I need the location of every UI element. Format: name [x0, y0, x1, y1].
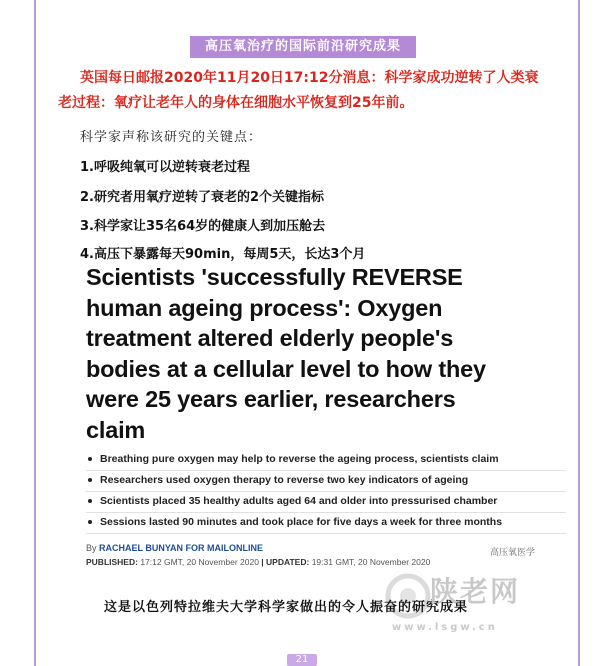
news-line-2: 老过程：氧疗让老年人的身体在细胞水平恢复到25年前。	[58, 95, 414, 111]
watermark-text: 陕老网	[430, 575, 521, 608]
list-item	[86, 492, 566, 513]
bullet-text: Scientists placed 35 healthy adults aged 64 and older into pressurised chamber	[100, 495, 498, 507]
list-item	[86, 513, 566, 534]
byline	[86, 543, 263, 553]
headline-line: treatment altered elderly people's	[86, 325, 454, 351]
updated-label: | UPDATED:	[261, 557, 310, 567]
bullet-dot-icon	[88, 478, 92, 482]
bullet-text: Researchers used oxygen therapy to reverse two key indicators of ageing	[100, 474, 469, 486]
key-points-intro: 科学家声称该研究的关键点：	[80, 130, 263, 145]
publish-info	[86, 557, 430, 567]
image-caption: 这是以色列特拉维夫大学科学家做出的令人振奋的研究成果	[104, 600, 469, 615]
bullet-dot-icon	[88, 499, 92, 503]
byline-author[interactable]: RACHAEL BUNYAN FOR MAILONLINE	[99, 543, 264, 553]
section-title: 高压氧治疗的国际前沿研究成果	[190, 36, 416, 58]
key-point: 4.高压下暴露每天90min，每周5天，长达3个月	[80, 247, 366, 262]
byline-prefix: By	[86, 543, 97, 553]
list-item	[86, 471, 566, 492]
list-item	[86, 450, 566, 471]
headline-line: human ageing process': Oxygen	[86, 294, 443, 321]
article-headline	[86, 262, 556, 445]
headline-line: bodies at a cellular level to how they	[86, 355, 486, 382]
headline-line: were 25 years earlier, researchers	[86, 386, 456, 412]
bullet-dot-icon	[88, 520, 92, 524]
news-line-1: 英国每日邮报2020年11月20日17:12分消息：科学家成功逆转了人类衰	[80, 70, 539, 86]
bullet-text: Breathing pure oxygen may help to reverse the ageing process, scientists claim	[100, 453, 499, 465]
headline-line: claim	[86, 416, 146, 443]
watermark-url: www.lsgw.cn	[392, 622, 498, 633]
bullet-text: Sessions lasted 90 minutes and took place for five days a week for three months	[100, 516, 503, 528]
published-label: PUBLISHED:	[86, 557, 138, 567]
page-number: 21	[287, 654, 317, 666]
headline-line: Scientists 'successfully REVERSE	[86, 264, 463, 290]
key-point: 2.研究者用氧疗逆转了衰老的2个关键指标	[80, 190, 325, 205]
key-point: 3.科学家让35名64岁的健康人到加压舱去	[80, 219, 326, 234]
updated-value: 19:31 GMT, 20 November 2020	[311, 557, 431, 567]
key-point: 1.呼吸纯氧可以逆转衰老过程	[80, 160, 250, 175]
article-bullets	[86, 450, 566, 534]
bullet-dot-icon	[88, 457, 92, 461]
small-watermark: 高压氧医学	[490, 548, 536, 558]
published-value: 17:12 GMT, 20 November 2020	[140, 557, 259, 567]
